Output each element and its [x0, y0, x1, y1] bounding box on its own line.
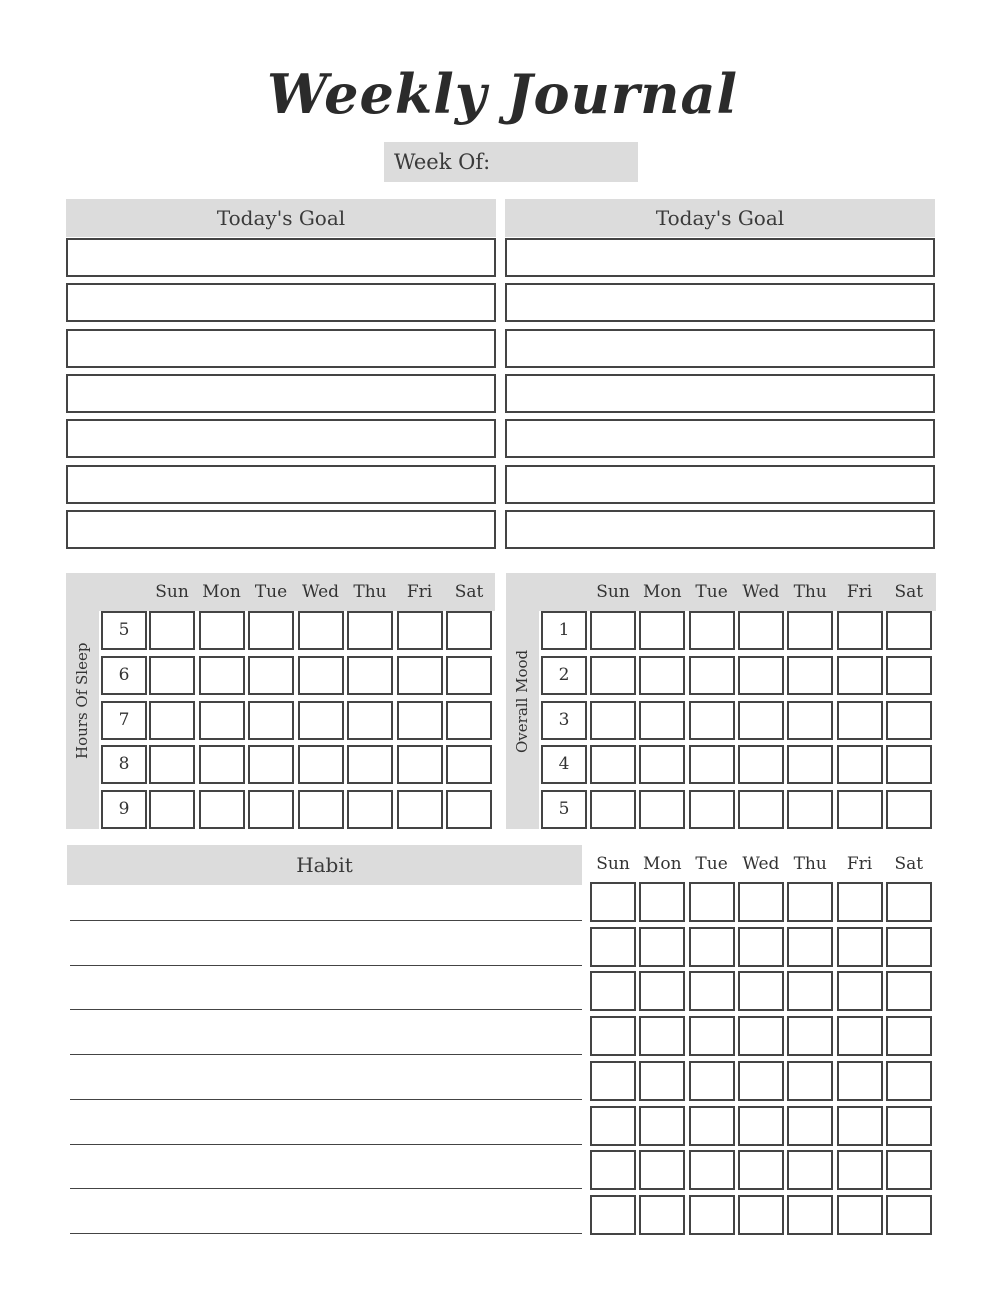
mood-level-label: 1 — [541, 611, 587, 650]
mood-label-bar — [506, 573, 539, 829]
habit-checkbox[interactable] — [590, 927, 636, 967]
day-header: Tue — [695, 854, 728, 874]
day-header: Tue — [695, 582, 728, 602]
habit-line[interactable] — [70, 1099, 582, 1100]
habit-checkbox[interactable] — [886, 882, 932, 922]
sleep-checkbox[interactable] — [347, 611, 393, 650]
goal-input-right[interactable] — [505, 419, 935, 458]
habit-checkbox[interactable] — [738, 1195, 784, 1235]
habit-checkbox[interactable] — [837, 1061, 883, 1101]
day-header: Tue — [254, 582, 288, 602]
sleep-checkbox[interactable] — [397, 701, 443, 740]
goal-input-left[interactable] — [66, 374, 496, 413]
habit-checkbox[interactable] — [639, 1061, 685, 1101]
sleep-checkbox[interactable] — [149, 790, 195, 829]
mood-checkbox[interactable] — [738, 745, 784, 784]
sleep-checkbox[interactable] — [347, 790, 393, 829]
habit-line[interactable] — [70, 1188, 582, 1189]
day-header: Sat — [894, 582, 924, 602]
day-header: Wed — [742, 582, 780, 602]
habit-checkbox[interactable] — [738, 882, 784, 922]
habit-checkbox[interactable] — [639, 1106, 685, 1146]
sleep-checkbox[interactable] — [149, 745, 195, 784]
goal-input-right[interactable] — [505, 465, 935, 504]
sleep-label: Hours Of Sleep — [73, 642, 91, 760]
habit-checkbox[interactable] — [590, 882, 636, 922]
habit-checkbox[interactable] — [689, 927, 735, 967]
sleep-checkbox[interactable] — [199, 790, 245, 829]
sleep-label-bar — [66, 573, 99, 829]
habit-checkbox[interactable] — [639, 971, 685, 1011]
habit-checkbox[interactable] — [837, 1106, 883, 1146]
day-header: Sun — [155, 582, 189, 602]
habit-checkbox[interactable] — [787, 927, 833, 967]
mood-checkbox[interactable] — [590, 656, 636, 695]
mood-checkbox[interactable] — [886, 745, 932, 784]
habit-header: Habit — [67, 845, 582, 885]
sleep-checkbox[interactable] — [397, 745, 443, 784]
habit-checkbox[interactable] — [590, 1106, 636, 1146]
habit-line[interactable] — [70, 1009, 582, 1010]
habit-checkbox[interactable] — [689, 1106, 735, 1146]
habit-line[interactable] — [70, 1233, 582, 1234]
sleep-checkbox[interactable] — [149, 701, 195, 740]
habit-checkbox[interactable] — [738, 1106, 784, 1146]
sleep-hour-label: 7 — [101, 701, 147, 740]
mood-level-label: 4 — [541, 745, 587, 784]
habit-checkbox[interactable] — [738, 1016, 784, 1056]
habit-checkbox[interactable] — [639, 1195, 685, 1235]
habit-checkbox[interactable] — [639, 1016, 685, 1056]
mood-checkbox[interactable] — [639, 745, 685, 784]
mood-checkbox[interactable] — [639, 611, 685, 650]
habit-checkbox[interactable] — [590, 971, 636, 1011]
mood-checkbox[interactable] — [787, 656, 833, 695]
sleep-hour-label: 6 — [101, 656, 147, 695]
mood-checkbox[interactable] — [689, 611, 735, 650]
habit-line[interactable] — [70, 965, 582, 966]
goals-left-header: Today's Goal — [66, 199, 496, 237]
goal-input-right[interactable] — [505, 283, 935, 322]
habit-line[interactable] — [70, 1054, 582, 1055]
mood-checkbox[interactable] — [639, 790, 685, 829]
goal-input-left[interactable] — [66, 283, 496, 322]
sleep-checkbox[interactable] — [347, 745, 393, 784]
sleep-hour-label: 8 — [101, 745, 147, 784]
habit-checkbox[interactable] — [787, 1061, 833, 1101]
mood-checkbox[interactable] — [787, 745, 833, 784]
mood-checkbox[interactable] — [689, 701, 735, 740]
day-header: Fri — [846, 854, 873, 874]
habit-checkbox[interactable] — [886, 971, 932, 1011]
goal-input-right[interactable] — [505, 510, 935, 549]
day-header: Thu — [793, 582, 827, 602]
goal-input-right[interactable] — [505, 238, 935, 277]
habit-line[interactable] — [70, 1144, 582, 1145]
mood-checkbox[interactable] — [590, 701, 636, 740]
goal-input-right[interactable] — [505, 374, 935, 413]
day-header: Wed — [301, 582, 340, 602]
habit-checkbox[interactable] — [689, 1016, 735, 1056]
habit-line[interactable] — [70, 920, 582, 921]
mood-checkbox[interactable] — [639, 701, 685, 740]
mood-checkbox[interactable] — [837, 611, 883, 650]
mood-checkbox[interactable] — [639, 656, 685, 695]
habit-checkbox[interactable] — [689, 882, 735, 922]
mood-checkbox[interactable] — [837, 656, 883, 695]
sleep-checkbox[interactable] — [397, 790, 443, 829]
week-of-field[interactable]: Week Of: — [384, 142, 638, 182]
mood-checkbox[interactable] — [837, 745, 883, 784]
day-header: Wed — [742, 854, 780, 874]
habit-checkbox[interactable] — [787, 971, 833, 1011]
sleep-checkbox[interactable] — [347, 701, 393, 740]
day-header: Fri — [846, 582, 873, 602]
sleep-hour-label: 9 — [101, 790, 147, 829]
habit-checkbox[interactable] — [837, 927, 883, 967]
sleep-checkbox[interactable] — [248, 701, 294, 740]
habit-checkbox[interactable] — [886, 927, 932, 967]
habit-checkbox[interactable] — [886, 1016, 932, 1056]
habit-checkbox[interactable] — [590, 1150, 636, 1190]
sleep-hour-label: 5 — [101, 611, 147, 650]
sleep-checkbox[interactable] — [298, 611, 344, 650]
habit-checkbox[interactable] — [590, 1061, 636, 1101]
habit-checkbox[interactable] — [886, 1061, 932, 1101]
habit-checkbox[interactable] — [639, 882, 685, 922]
mood-checkbox[interactable] — [590, 745, 636, 784]
mood-checkbox[interactable] — [590, 790, 636, 829]
habit-checkbox[interactable] — [590, 1016, 636, 1056]
habit-checkbox[interactable] — [689, 1195, 735, 1235]
sleep-checkbox[interactable] — [149, 611, 195, 650]
mood-checkbox[interactable] — [886, 656, 932, 695]
sleep-checkbox[interactable] — [446, 745, 492, 784]
habit-checkbox[interactable] — [787, 882, 833, 922]
habit-checkbox[interactable] — [787, 1016, 833, 1056]
habit-checkbox[interactable] — [837, 1195, 883, 1235]
goal-input-left[interactable] — [66, 465, 496, 504]
mood-checkbox[interactable] — [837, 790, 883, 829]
day-header: Mon — [643, 854, 682, 874]
mood-checkbox[interactable] — [886, 790, 932, 829]
sleep-checkbox[interactable] — [397, 656, 443, 695]
sleep-checkbox[interactable] — [397, 611, 443, 650]
sleep-checkbox[interactable] — [199, 701, 245, 740]
day-header: Sat — [454, 582, 484, 602]
goal-input-left[interactable] — [66, 510, 496, 549]
mood-level-label: 5 — [541, 790, 587, 829]
sleep-checkbox[interactable] — [199, 656, 245, 695]
mood-checkbox[interactable] — [886, 701, 932, 740]
habit-checkbox[interactable] — [787, 1195, 833, 1235]
habit-checkbox[interactable] — [886, 1195, 932, 1235]
goals-right-header: Today's Goal — [505, 199, 935, 237]
sleep-checkbox[interactable] — [149, 656, 195, 695]
sleep-checkbox[interactable] — [446, 790, 492, 829]
mood-label: Overall Mood — [513, 649, 531, 753]
goal-input-left[interactable] — [66, 238, 496, 277]
mood-checkbox[interactable] — [738, 701, 784, 740]
habit-checkbox[interactable] — [886, 1150, 932, 1190]
sleep-checkbox[interactable] — [446, 611, 492, 650]
habit-checkbox[interactable] — [837, 971, 883, 1011]
habit-checkbox[interactable] — [738, 1150, 784, 1190]
day-header: Mon — [202, 582, 241, 602]
habit-checkbox[interactable] — [738, 1061, 784, 1101]
goal-input-left[interactable] — [66, 329, 496, 368]
mood-checkbox[interactable] — [787, 790, 833, 829]
mood-checkbox[interactable] — [787, 611, 833, 650]
day-header: Mon — [643, 582, 682, 602]
sleep-checkbox[interactable] — [446, 701, 492, 740]
habit-checkbox[interactable] — [689, 1150, 735, 1190]
habit-checkbox[interactable] — [639, 1150, 685, 1190]
sleep-checkbox[interactable] — [347, 656, 393, 695]
mood-level-label: 2 — [541, 656, 587, 695]
sleep-checkbox[interactable] — [298, 745, 344, 784]
sleep-checkbox[interactable] — [199, 745, 245, 784]
mood-checkbox[interactable] — [689, 745, 735, 784]
mood-checkbox[interactable] — [738, 656, 784, 695]
sleep-checkbox[interactable] — [298, 701, 344, 740]
goal-input-left[interactable] — [66, 419, 496, 458]
day-header: Sat — [894, 854, 924, 874]
sleep-checkbox[interactable] — [298, 656, 344, 695]
mood-checkbox[interactable] — [886, 611, 932, 650]
habit-checkbox[interactable] — [590, 1195, 636, 1235]
page-title: Weekly Journal — [266, 62, 739, 126]
day-header: Fri — [406, 582, 433, 602]
sleep-checkbox[interactable] — [248, 611, 294, 650]
sleep-checkbox[interactable] — [446, 656, 492, 695]
mood-checkbox[interactable] — [787, 701, 833, 740]
day-header: Thu — [793, 854, 827, 874]
sleep-checkbox[interactable] — [248, 790, 294, 829]
day-header: Thu — [353, 582, 387, 602]
day-header: Sun — [596, 582, 630, 602]
goal-input-right[interactable] — [505, 329, 935, 368]
habit-checkbox[interactable] — [639, 927, 685, 967]
habit-checkbox[interactable] — [787, 1150, 833, 1190]
mood-level-label: 3 — [541, 701, 587, 740]
habit-checkbox[interactable] — [738, 927, 784, 967]
sleep-checkbox[interactable] — [298, 790, 344, 829]
habit-checkbox[interactable] — [787, 1106, 833, 1146]
habit-checkbox[interactable] — [837, 1016, 883, 1056]
mood-checkbox[interactable] — [837, 701, 883, 740]
habit-checkbox[interactable] — [837, 1150, 883, 1190]
habit-checkbox[interactable] — [689, 971, 735, 1011]
mood-checkbox[interactable] — [738, 790, 784, 829]
habit-checkbox[interactable] — [738, 971, 784, 1011]
habit-checkbox[interactable] — [837, 882, 883, 922]
mood-checkbox[interactable] — [689, 790, 735, 829]
habit-checkbox[interactable] — [689, 1061, 735, 1101]
sleep-checkbox[interactable] — [248, 656, 294, 695]
day-header: Sun — [596, 854, 630, 874]
mood-checkbox[interactable] — [689, 656, 735, 695]
mood-checkbox[interactable] — [738, 611, 784, 650]
sleep-checkbox[interactable] — [199, 611, 245, 650]
sleep-checkbox[interactable] — [248, 745, 294, 784]
habit-checkbox[interactable] — [886, 1106, 932, 1146]
mood-checkbox[interactable] — [590, 611, 636, 650]
